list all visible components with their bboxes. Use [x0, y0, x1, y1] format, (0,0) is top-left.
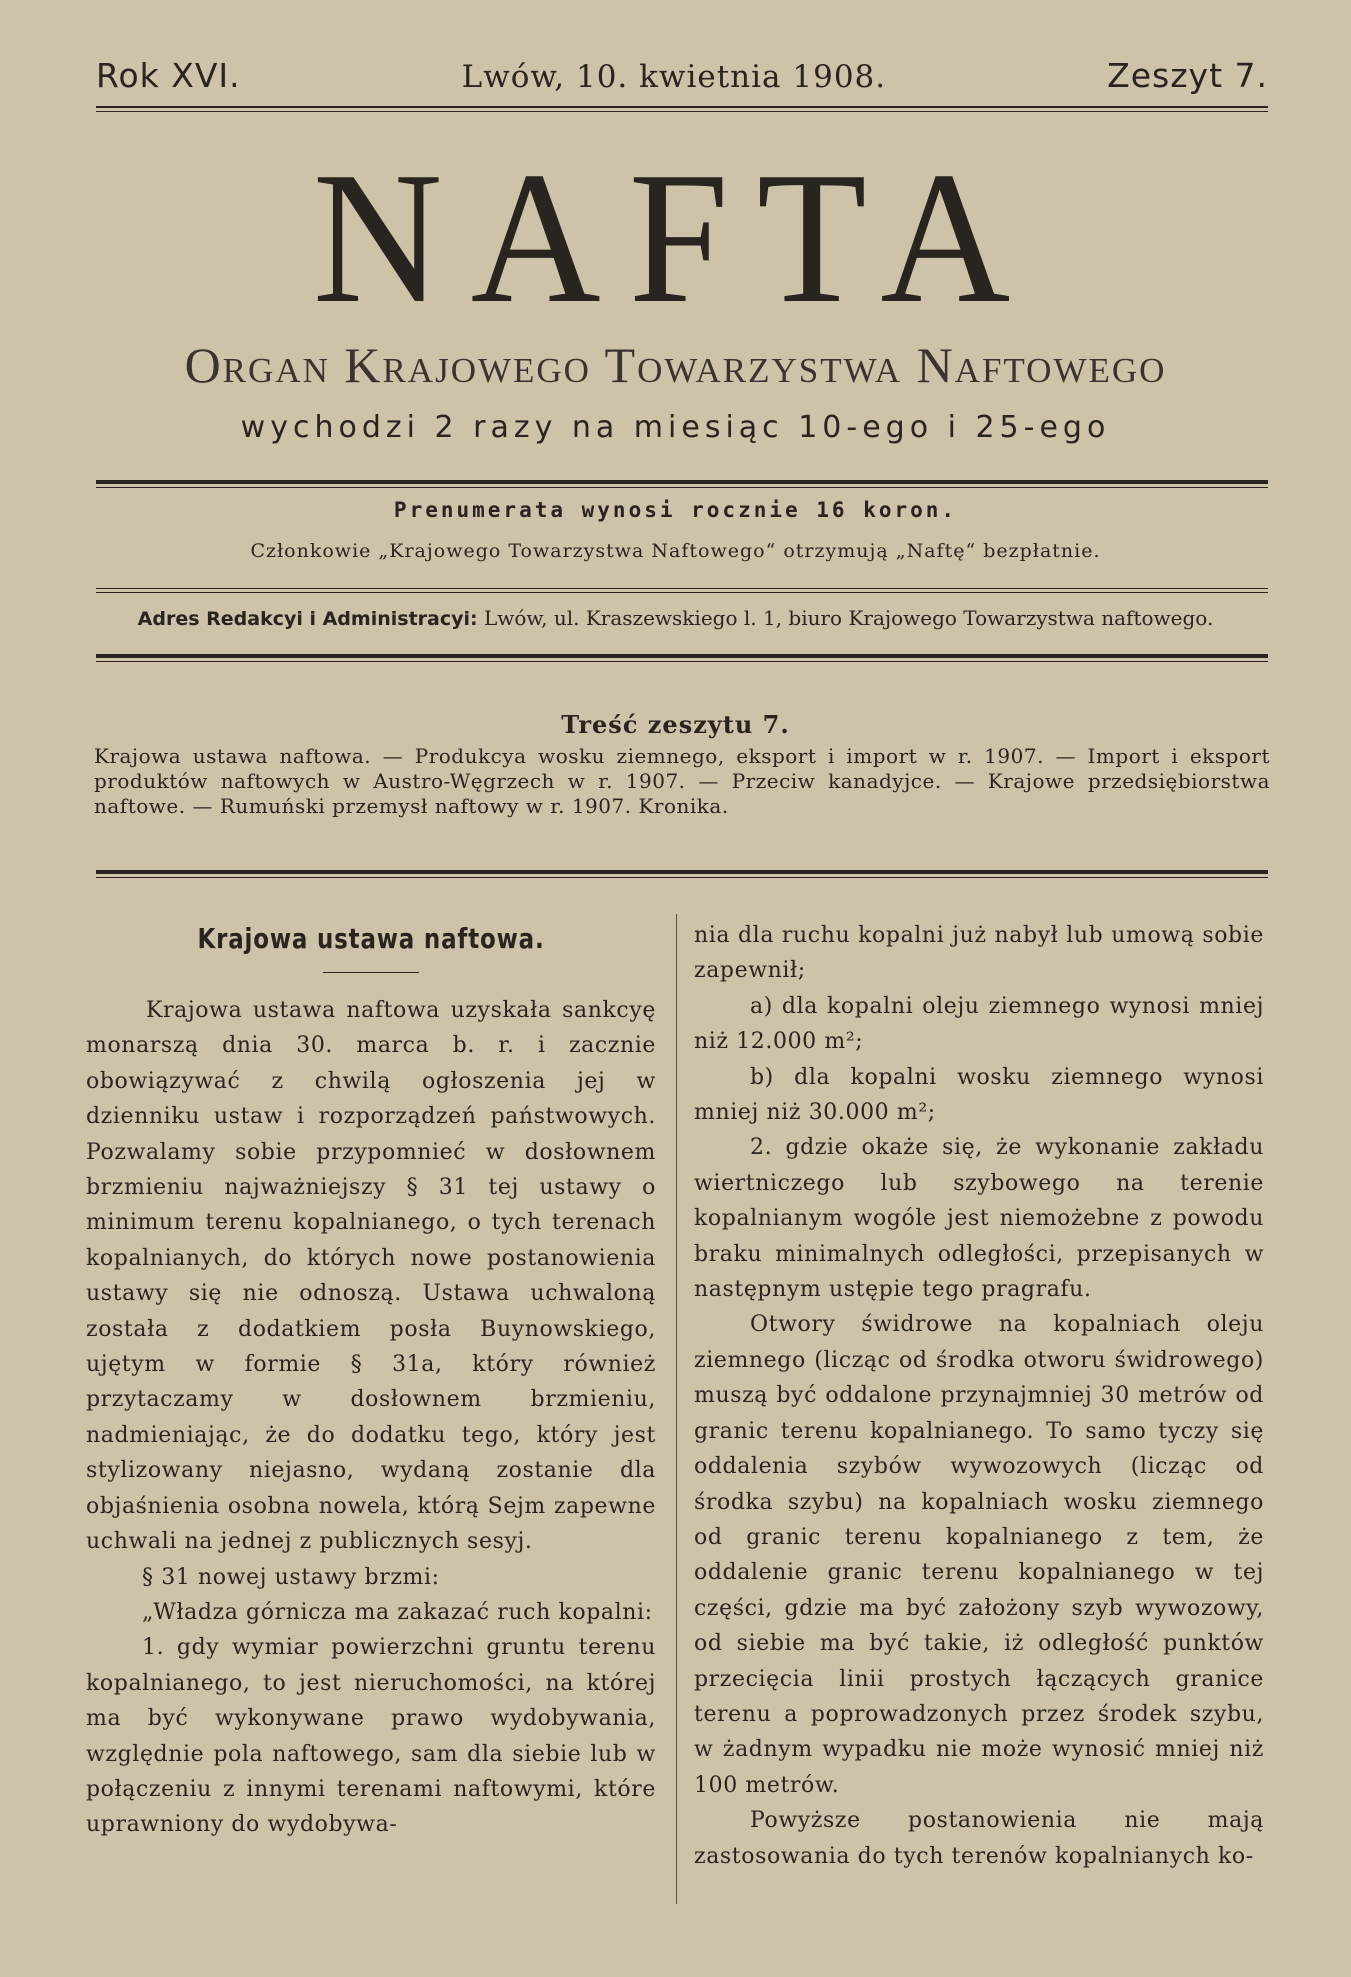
members-note: Członkowie „Krajowego Towarzystwa Naftowego“ otrzymują „Naftę“ bezpłatnie. [250, 540, 1101, 562]
article-paragraph: § 31 nowej ustawy brzmi: [142, 1564, 440, 1590]
article-left-column [86, 920, 656, 1843]
article-paragraph: 2. gdzie okaże się, że wykonanie zakładu wiertniczego lub szybowego na terenie kopalnianym wogóle jest niemożebne z powodu braku minimalnych odległości, przepisanych w następnym ustępie tego pragrafu. [694, 1135, 1264, 1303]
contents-title: Treść zeszytu 7. [561, 710, 790, 739]
article-paragraph: Powyższe postanowienia nie mają zastosowania do tych terenów kopalnianych ko- [694, 1808, 1264, 1869]
divider-rule [96, 588, 1268, 589]
divider-rule [96, 480, 1268, 484]
issue-header [96, 56, 1268, 95]
masthead-title: NAFTA [312, 133, 1039, 342]
divider-rule [96, 487, 1268, 488]
editorial-address [0, 606, 1351, 630]
article-paragraph: b) dla kopalni wosku ziemnego wynosi mniej niż 30.000 m²; [694, 1064, 1264, 1126]
masthead-subtitle: Organ Krajowego Towarzystwa Naftowego [184, 337, 1167, 393]
article-paragraph: nia dla ruchu kopalni już nabył lub umową sobie zapewnił; [694, 923, 1264, 984]
article-right-column [694, 918, 1264, 1874]
publication-frequency: wychodzi 2 razy na miesiąc 10-ego i 25-ego [240, 410, 1111, 445]
article-paragraph: a) dla kopalni oleju ziemnego wynosi mniej niż 12.000 m²; [694, 993, 1264, 1055]
divider-rule [96, 654, 1268, 658]
contents-body: Krajowa ustawa naftowa. — Produkcya wosku ziemnego, eksport i import w r. 1907. — Import i eksport produktów naftowych w Austro-Węgrzech w r. 1907. — Przeciw kanadyjce. — Krajowe przedsiębiorstwa naftowe. — Rumuński przemysł naftowy w r. 1907. Kronika. [94, 744, 1270, 818]
volume-year: Rok XVI. [96, 56, 241, 95]
article-paragraph: Krajowa ustawa naftowa uzyskała sankcyę monarszą dnia 30. marca b. r. i zacznie obowiązywać z chwilą ogłoszenia jej w dzienniku ustaw i rozporządzeń państwowych. Pozwalamy sobie przypomnieć w dosłownem brzmieniu najważniejszy § 31 tej ustawy o minimum terenu kopalnianego, o tych terenach kopalnianych, do których nowe postanowienia ustawy się nie odnoszą. Ustawa uchwaloną została z dodatkiem posła Buynowskiego, ujętym w formie § 31a, który również przytaczamy w dosłownem brzmieniu, nadmieniając, że do dodatku tego, który jest stylizowany niejasno, wydaną zostanie dla objaśnienia osobna nowela, którą Sejm zapewne uchwali na jednej z publicznych sesyj. [86, 998, 656, 1555]
subscription-price: Prenumerata wynosi rocznie 16 koron. [393, 498, 958, 522]
divider-rule [96, 592, 1268, 593]
article-title: Krajowa ustawa naftowa. [197, 922, 545, 955]
issue-number: Zeszyt 7. [1107, 56, 1268, 95]
address-label: Adres Redakcyi i Administracyi: [137, 608, 478, 630]
divider-rule [96, 870, 1268, 874]
column-divider [676, 914, 677, 1904]
divider-rule [96, 877, 1268, 878]
place-date: Lwów, 10. kwietnia 1908. [461, 59, 887, 95]
divider-rule [96, 661, 1268, 662]
address-value: Lwów, ul. Kraszewskiego l. 1, biuro Krajowego Towarzystwa naftowego. [483, 606, 1214, 630]
article-paragraph: 1. gdy wymiar powierzchni gruntu terenu kopalnianego, to jest nieruchomości, na której ma być wykonywane prawo wydobywania, względnie pola naftowego, sam dla siebie lub w połączeniu z innymi terenami naftowymi, które uprawniony do wydobywa- [86, 1635, 656, 1838]
article-paragraph: „Władza górnicza ma zakazać ruch kopalni: [142, 1599, 653, 1625]
article-paragraph: Otwory świdrowe na kopalniach oleju ziemnego (licząc od środka otworu świdrowego) muszą być oddalone przynajmniej 30 metrów od granic terenu kopalnianego. To samo tyczy się oddalenia szybów wywozowych (licząc od środka szybu) na kopalniach wosku ziemnego od granic terenu kopalnianego z tem, że oddalenie granic terenu kopalnianego w tej części, gdzie ma być założony szyb wywozowy, od siebie ma być takie, iż odległość punktów przecięcia linii prostych łączących granice terenu a poprowadzonych przez środek szybu, w żadnym wypadku nie może wynosić mniej niż 100 metrów. [694, 1312, 1264, 1798]
title-rule [323, 972, 419, 973]
header-rule [96, 106, 1268, 112]
